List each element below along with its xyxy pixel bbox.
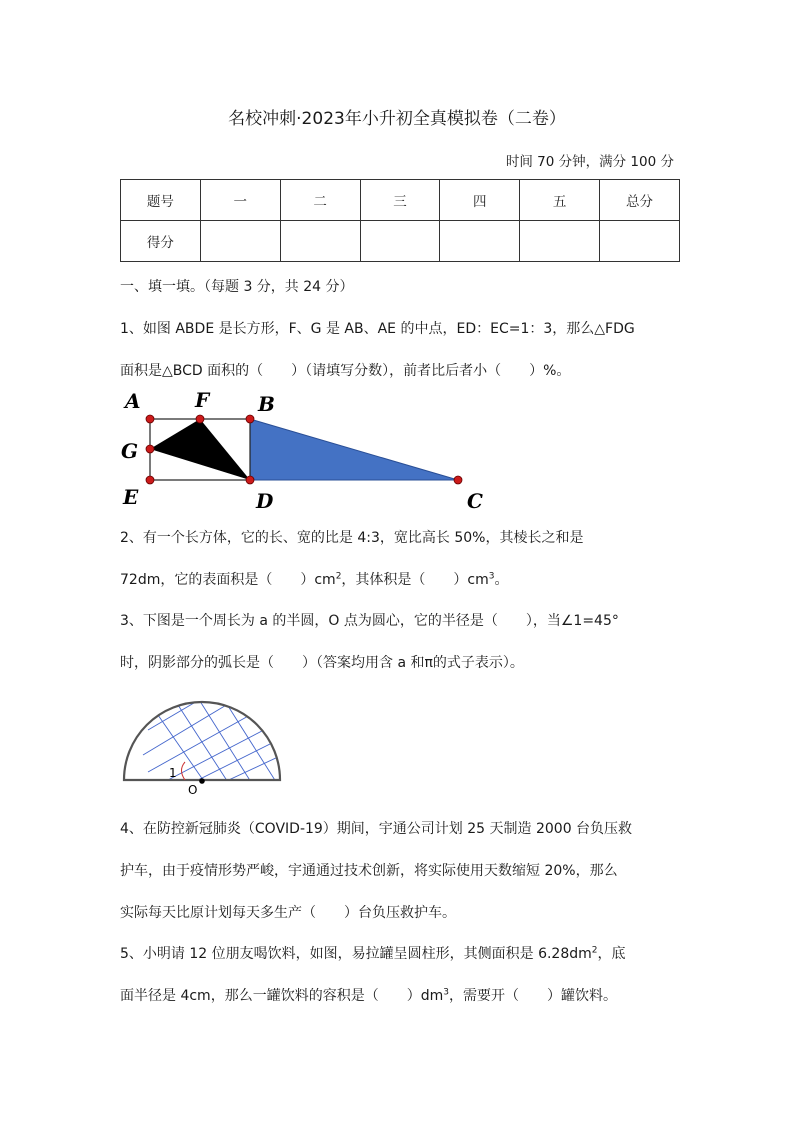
label-c: C [467, 489, 483, 513]
score-row-label: 得分 [121, 221, 201, 262]
shaded-grid [143, 700, 288, 790]
score-cell[interactable] [440, 221, 520, 262]
score-cell[interactable] [280, 221, 360, 262]
score-cell[interactable] [520, 221, 600, 262]
triangle-fdg [150, 419, 250, 480]
q2-text-a: 72dm，它的表面积是（ ）cm [120, 572, 336, 588]
point-a [146, 415, 154, 423]
q2-sup-1: 2 [335, 571, 342, 582]
label-a: A [125, 389, 141, 413]
rectangle-triangle-figure [115, 388, 495, 513]
score-table-header: 二 [280, 180, 360, 221]
q4-line1: 4、在防控新冠肺炎（COVID-19）期间，宇通公司计划 25 天制造 2000 台负压救 [120, 821, 633, 837]
score-table-header: 四 [440, 180, 520, 221]
score-cell[interactable] [360, 221, 440, 262]
q4-line3: 实际每天比原计划每天多生产（ ）台负压救护车。 [120, 905, 456, 921]
center-point-o [199, 778, 205, 784]
q3-line2: 时，阴影部分的弧长是（ ）（答案均用含 a 和π的式子表示）。 [120, 655, 524, 671]
q4-line2: 护车，由于疫情形势严峻，宇通通过技术创新，将实际使用天数缩短 20%，那么 [120, 863, 618, 879]
label-b: B [258, 392, 275, 416]
q5-text-a: 5、小明请 12 位朋友喝饮料，如图，易拉罐呈圆柱形，其侧面积是 6.28dm [120, 946, 592, 962]
q1-line1: 1、如图 ABDE 是长方形，F、G 是 AB、AE 的中点，ED：EC=1：3，那么△FDG [120, 321, 635, 337]
page-title: 名校冲刺·2023年小升初全真模拟卷（二卷） [228, 109, 566, 129]
q5-text-c: 面半径是 4cm，那么一罐饮料的容积是（ ）dm [120, 988, 444, 1004]
angle-1-label: 1 [169, 766, 177, 780]
label-g: G [121, 439, 139, 463]
section-heading: 一、填一填。（每题 3 分，共 24 分） [120, 279, 354, 295]
semicircle-figure [118, 700, 288, 798]
q2-sup-2: 3 [488, 571, 495, 582]
q5-sup-1: 2 [591, 945, 598, 956]
point-c [454, 476, 462, 484]
point-b [246, 415, 254, 423]
score-table-header: 三 [360, 180, 440, 221]
q5-sup-2: 3 [443, 987, 449, 998]
q5-text-d: ，需要开（ ）罐饮料。 [448, 988, 617, 1004]
point-f [196, 415, 204, 423]
triangle-bcd [250, 419, 458, 480]
score-table-score-row [121, 221, 680, 262]
score-table [120, 179, 680, 262]
q2-line2 [120, 569, 680, 589]
q5-line2 [120, 985, 680, 1005]
label-f: F [195, 388, 210, 412]
score-table-header: 总分 [600, 180, 680, 221]
score-table-header: 一 [200, 180, 280, 221]
point-g [146, 445, 154, 453]
score-cell[interactable] [600, 221, 680, 262]
q2-text-c: 。 [494, 572, 509, 588]
q5-text-b: ，底 [597, 946, 626, 962]
score-cell[interactable] [200, 221, 280, 262]
q5-line1 [120, 943, 680, 963]
q3-line1: 3、下图是一个周长为 a 的半圆，O 点为圆心，它的半径是（ ），当∠1=45° [120, 613, 619, 629]
exam-meta: 时间 70 分钟，满分 100 分 [505, 154, 674, 170]
label-e: E [123, 485, 139, 509]
score-table-header-row [121, 180, 680, 221]
q2-text-b: ，其体积是（ ）cm [341, 572, 489, 588]
q2-line1: 2、有一个长方体，它的长、宽的比是 4:3，宽比高长 50%，其棱长之和是 [120, 530, 584, 546]
score-table-header: 五 [520, 180, 600, 221]
point-d [246, 476, 254, 484]
point-e [146, 476, 154, 484]
center-o-label: O [188, 783, 198, 797]
semicircle-outline [124, 702, 280, 780]
label-d: D [256, 489, 274, 513]
q1-line2: 面积是△BCD 面积的（ ）（请填写分数），前者比后者小（ ）%。 [120, 363, 571, 379]
score-table-header: 题号 [121, 180, 201, 221]
